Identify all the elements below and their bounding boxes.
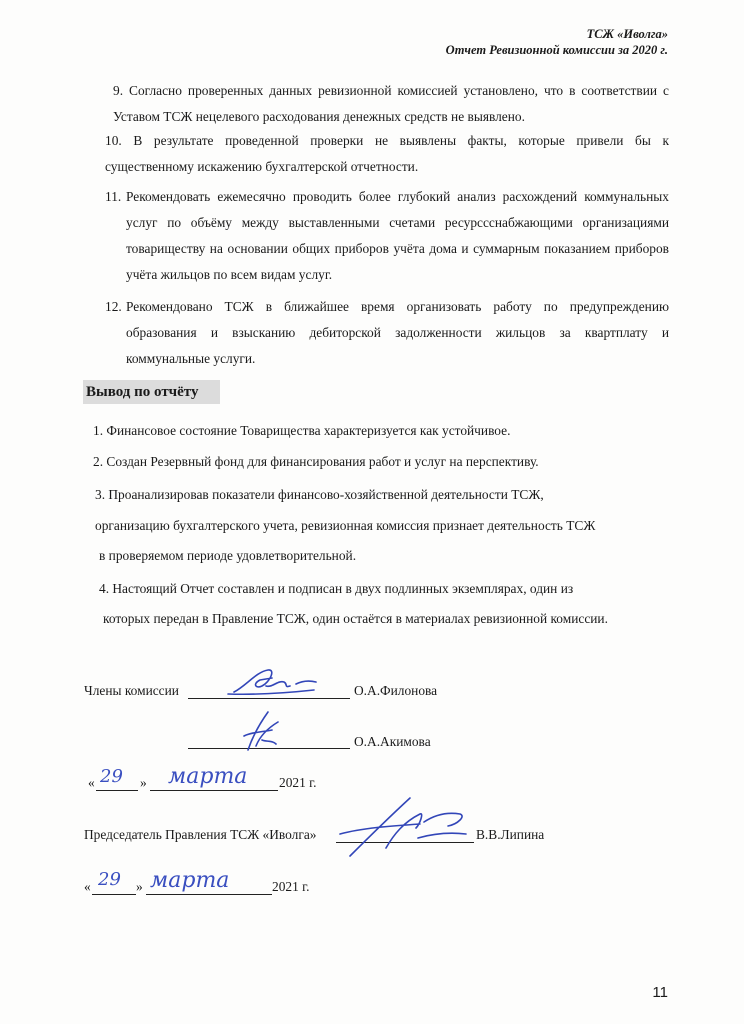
item-number: 9.: [113, 83, 124, 98]
date-year: 2021 г.: [279, 775, 317, 790]
item-11: [105, 184, 669, 288]
date-year: 2021 г.: [272, 879, 310, 894]
conclusion-line: организацию бухгалтерского учета, ревизионная комиссия признает деятельность ТСЖ: [95, 518, 596, 533]
item-12: [105, 294, 669, 372]
conclusion-title: Вывод по отчёту: [83, 380, 220, 404]
conclusion-line: 2. Создан Резервный фонд для финансирования работ и услуг на перспективу.: [93, 454, 539, 469]
item-text: Согласно проверенных данных ревизионной комиссией установлено, что в соответствии с Уставом ТСЖ нецелевого расходования денежных средств не выявлено.: [113, 83, 669, 124]
date-close-quote: »: [140, 775, 147, 790]
date-close-quote: »: [136, 879, 143, 894]
item-number: 12.: [105, 299, 122, 314]
date-day: 29: [98, 869, 121, 890]
date-day-line: [92, 894, 136, 895]
header-report-title: Отчет Ревизионной комиссии за 2020 г.: [445, 43, 668, 57]
header-org: ТСЖ «Иволга»: [586, 27, 668, 41]
item-text: В результате проведенной проверки не выявлены факты, которые привели бы к существенному искажению бухгалтерской отчетности.: [105, 133, 669, 174]
date-month-line: [146, 894, 272, 895]
item-9: [113, 78, 669, 130]
signature-filonova: [226, 664, 336, 700]
members-label: Члены комиссии: [84, 683, 179, 698]
date-open-quote: «: [88, 775, 95, 790]
date-month: марта: [168, 764, 248, 789]
chair-label: Председатель Правления ТСЖ «Иволга»: [84, 827, 317, 842]
header: [446, 26, 668, 58]
item-text: Рекомендовано ТСЖ в ближайшее время организовать работу по предупреждению образования и взысканию дебиторской задолженности жильцов за квартплату и коммунальные услуги.: [126, 299, 669, 366]
conclusion-line: 4. Настоящий Отчет составлен и подписан в двух подлинных экземплярах, один из: [99, 581, 574, 596]
item-10: [105, 128, 669, 180]
member1-name: О.А.Филонова: [354, 683, 438, 698]
conclusion-line: 1. Финансовое состояние Товарищества характеризуется как устойчивое.: [93, 423, 511, 438]
date-day-line: [96, 790, 138, 791]
conclusion-line: в проверяемом периоде удовлетворительной.: [99, 548, 357, 563]
signature-akimova: [238, 706, 288, 756]
date-day: 29: [100, 766, 123, 787]
signature-lipina: [328, 794, 478, 860]
conclusion-line: 3. Проанализировав показатели финансово-хозяйственной деятельности ТСЖ,: [95, 487, 544, 502]
member2-name: О.А.Акимова: [354, 734, 431, 749]
item-text: Рекомендовать ежемесячно проводить более глубокий анализ расхождений коммунальных услуг по объёму между выставленными счетами ресурссснабжающими организациями товариществу на основании общих приборов учёта дома и суммарным показанием приборов учёта жильцов по всем видам услуг.: [126, 189, 669, 282]
page-number: 11: [652, 984, 668, 1001]
item-number: 11.: [105, 189, 122, 204]
chair-name: В.В.Липина: [476, 827, 545, 842]
item-number: 10.: [105, 133, 122, 148]
date-open-quote: «: [84, 879, 91, 894]
date-month: марта: [150, 868, 230, 893]
conclusion-line: которых передан в Правление ТСЖ, один остаётся в материалах ревизионной комиссии.: [103, 611, 608, 626]
date-month-line: [150, 790, 278, 791]
